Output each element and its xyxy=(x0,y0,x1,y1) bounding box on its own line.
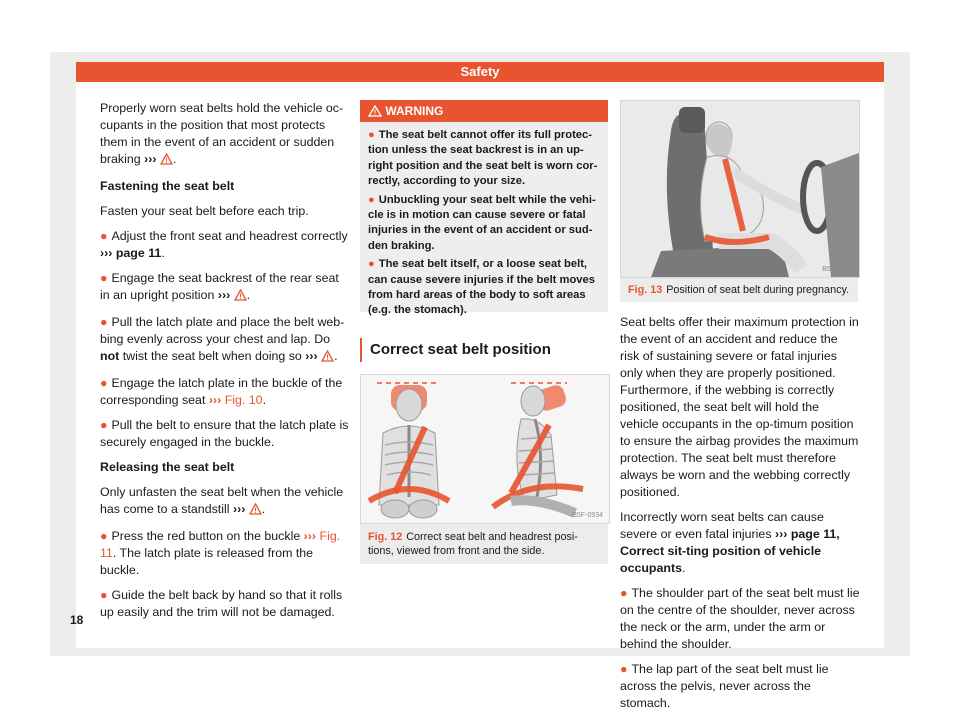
warning-icon xyxy=(160,153,173,170)
list-item: ● Pull the belt to ensure that the latch plate is securely engaged in the buckle. xyxy=(100,418,349,449)
list-item: ● Guide the belt back by hand so that it rolls up easily and the trim will not be damaged. xyxy=(100,588,343,619)
list-item: ● The lap part of the seat belt must lie across the pelvis, never across the stomach. xyxy=(620,662,829,710)
releasing-intro: Only unfasten the seat belt when the vehicle has come to a standstill ››› . xyxy=(100,484,350,520)
left-column xyxy=(100,100,350,629)
figure-code: B5F-1057 xyxy=(822,266,853,273)
list-item: ● Pull the latch plate and place the belt web-bing evenly across your chest and lap. Do not twist the seat belt when doing so ››› . xyxy=(100,314,350,367)
releasing-heading: Releasing the seat belt xyxy=(100,460,235,474)
section-title: Correct seat belt position xyxy=(360,338,618,362)
list-item: ● Press the red button on the buckle ››› Fig. 11. The latch plate is released from the buckle. xyxy=(100,529,341,577)
warning-title: WARNING xyxy=(385,104,444,118)
list-item: ● The shoulder part of the seat belt must lie on the centre of the shoulder, never across the neck or the arm, under the arm or behind the shoulder. xyxy=(620,586,860,651)
warning-icon xyxy=(249,503,262,520)
warning-body xyxy=(360,122,608,319)
list-item: ● The seat belt itself, or a loose seat belt, can cause severe injuries if the belt moves from hard areas of the body to soft areas (e.g. the stomach). xyxy=(368,258,595,317)
list-item: ● Adjust the front seat and headrest correctly ››› page 11. xyxy=(100,229,348,260)
right-column xyxy=(620,314,860,720)
list-item: ● Engage the seat backrest of the rear seat in an upright position ››› . xyxy=(100,270,350,306)
figure-caption: Fig. 13 Position of seat belt during pregnancy. xyxy=(620,278,858,302)
section-header: Safety xyxy=(76,62,884,82)
figure-code: B5F-0934 xyxy=(572,512,603,519)
paragraph: Seat belts offer their maximum protection in the event of an accident and reduce the risk of sustaining severe or fatal injuries only when they are properly positioned. Furthermore, if the webbing is correctly positioned, the seat belt will hold the vehicle occupants in the op-timum position to ensure the airbag provides the maximum protection. The seat belt must therefore always be worn and the webbing correctly positioned. xyxy=(620,315,859,499)
warning-box xyxy=(360,100,608,317)
page-sheet xyxy=(50,52,910,710)
paragraph: Incorrectly worn seat belts can cause severe or even fatal injuries ››› page 11, Correct sit-ting position of vehicle occupants. xyxy=(620,510,840,575)
fastening-intro: Fasten your seat belt before each trip. xyxy=(100,204,309,218)
list-item: ● The seat belt cannot offer its full protec-tion unless the seat backrest is in an up-right position and the seat belt is worn cor-rectly, according to your size. xyxy=(368,129,598,188)
page-number: 18 xyxy=(70,613,84,627)
pregnancy-illustration xyxy=(621,101,859,277)
cross-reference-link[interactable]: page 11, Correct sit-ting position of vehicle occupants xyxy=(620,527,840,575)
fig10-link[interactable]: Fig. 10 xyxy=(224,393,263,407)
fig11-link[interactable]: Fig. 11 xyxy=(100,529,341,560)
warning-icon xyxy=(321,350,334,367)
figure-pregnancy-seatbelt xyxy=(620,100,860,278)
list-item: ● Unbuckling your seat belt while the vehi-cle is in motion can cause severe or fatal injuries in the event of an accident or sud-den braking. xyxy=(368,193,596,252)
figure-caption: Fig. 12 Correct seat belt and headrest posi-tions, viewed from front and the side. xyxy=(360,524,608,564)
warning-header xyxy=(360,100,608,122)
seatbelt-illustration xyxy=(361,375,609,523)
intro-paragraph: Properly worn seat belts hold the vehicle oc-cupants in the position that most protects them in the event of an accident or sudden braking ››› . xyxy=(100,100,350,170)
figure-seatbelt-positions xyxy=(360,374,610,524)
warning-icon xyxy=(234,289,247,306)
fastening-heading: Fastening the seat belt xyxy=(100,179,235,193)
warning-icon xyxy=(368,102,382,124)
list-item: ● Engage the latch plate in the buckle of the corresponding seat ››› Fig. 10. xyxy=(100,376,343,407)
